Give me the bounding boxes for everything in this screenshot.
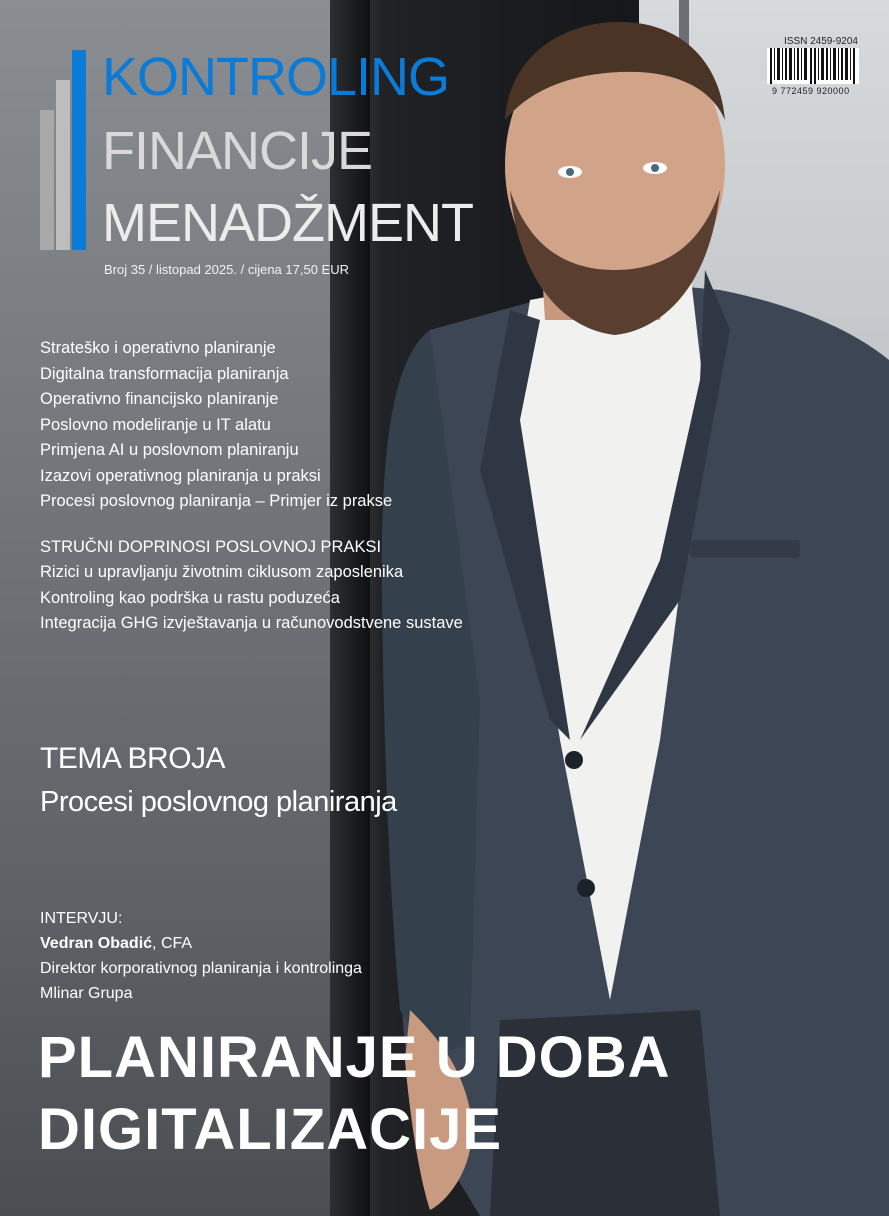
toc-item[interactable]: Izazovi operativnog planiranja u praksi — [40, 466, 321, 485]
cover-headline — [38, 1022, 671, 1166]
toc-item[interactable]: Primjena AI u poslovnom planiranju — [40, 441, 299, 459]
interview-person — [40, 931, 362, 956]
toc-item[interactable]: Kontroling kao podrška u rastu poduzeća — [40, 588, 340, 607]
toc-item[interactable]: Integracija GHG izvještavanja u računovodstvene sustave — [40, 614, 463, 632]
logo-bars-icon — [40, 50, 90, 250]
issn-label: ISSN 2459-9204 — [784, 36, 858, 47]
masthead-line-kontroling: KONTROLING — [102, 47, 450, 107]
toc-item[interactable]: Poslovno modeliranje u IT alatu — [40, 415, 271, 434]
toc-item[interactable]: Digitalna transformacija planiranja — [40, 364, 289, 383]
barcode-number: 9 772459 920000 — [772, 86, 850, 96]
masthead-line-menadzment: MENADŽMENT — [102, 193, 473, 253]
interview-block — [40, 906, 362, 1006]
masthead-line-financije: FINANCIJE — [102, 121, 373, 181]
toc-item[interactable]: Strateško i operativno planiranje — [40, 339, 276, 357]
toc-item[interactable]: Procesi poslovnog planiranja – Primjer iz prakse — [40, 492, 393, 510]
toc-item[interactable]: Rizici u upravljanju životnim ciklusom zaposlenika — [40, 563, 404, 581]
headline-line-1: PLANIRANJE U DOBA — [38, 1025, 671, 1090]
toc-item[interactable]: Operativno financijsko planiranje — [40, 390, 279, 408]
table-of-contents — [40, 336, 500, 637]
theme-label: TEMA BROJA — [40, 742, 226, 775]
toc-section — [40, 535, 500, 637]
headline-line-2: DIGITALIZACIJE — [38, 1097, 503, 1162]
theme-title: Procesi poslovnog planiranja — [40, 786, 397, 818]
interview-label: INTERVJU: — [40, 910, 123, 927]
toc-section-heading: STRUČNI DOPRINOSI POSLOVNOJ PRAKSI — [40, 537, 382, 556]
issue-info: Broj 35 / listopad 2025. / cijena 17,50 EUR — [104, 262, 349, 277]
interview-name: Vedran Obadić — [40, 935, 153, 952]
interview-credential: , CFA — [152, 935, 193, 952]
interview-company: Mlinar Grupa — [40, 985, 133, 1002]
interview-role: Direktor korporativnog planiranja i kontrolinga — [40, 960, 362, 977]
barcode-icon — [767, 48, 859, 84]
